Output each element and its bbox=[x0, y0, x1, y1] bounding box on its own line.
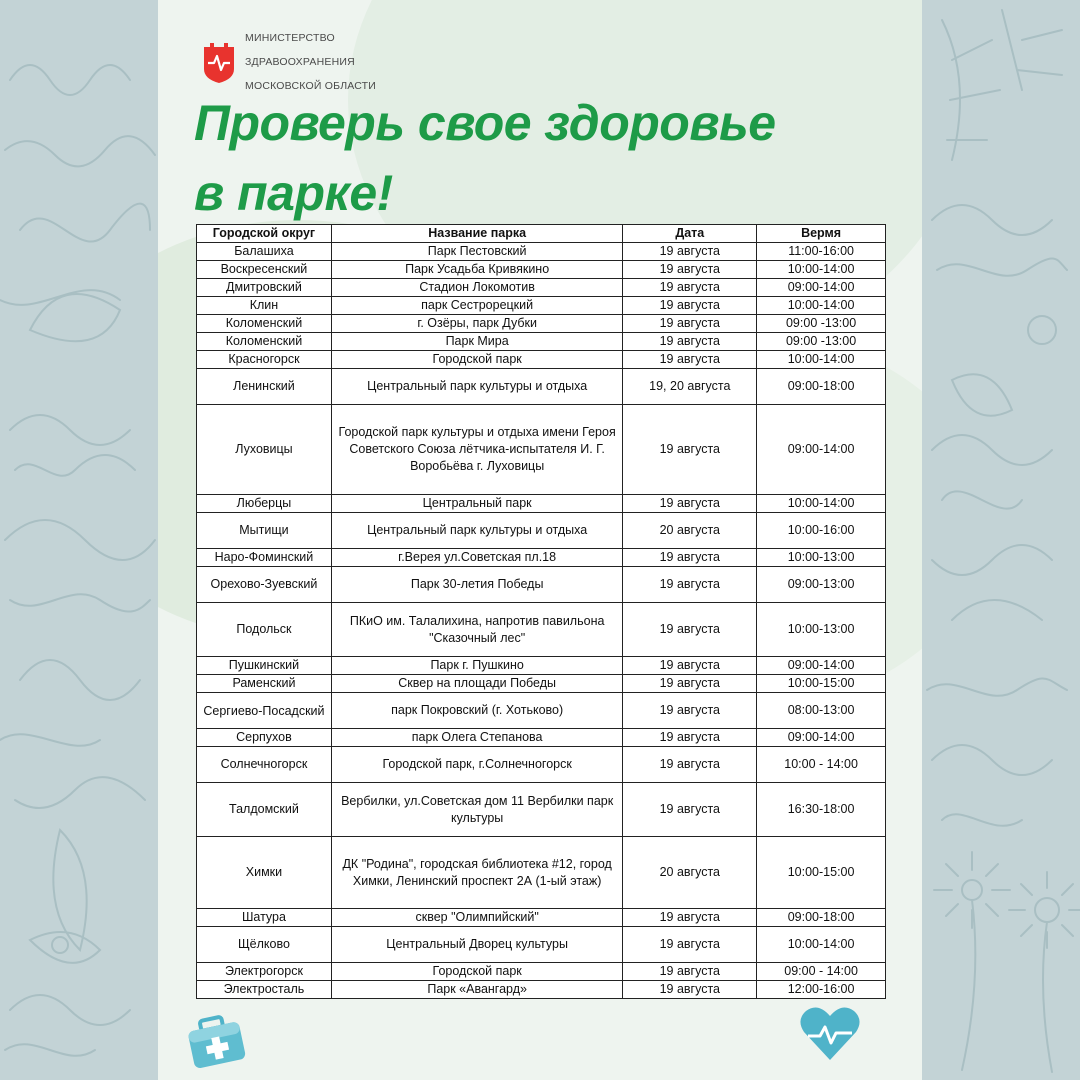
district-cell: Воскресенский bbox=[197, 261, 332, 279]
district-cell: Электросталь bbox=[197, 981, 332, 999]
time-cell: 10:00 - 14:00 bbox=[757, 747, 886, 783]
table-row bbox=[197, 405, 886, 495]
district-cell: Коломенский bbox=[197, 315, 332, 333]
time-cell: 11:00-16:00 bbox=[757, 243, 886, 261]
park-cell: Парк Пестовский bbox=[331, 243, 623, 261]
district-cell: Красногорск bbox=[197, 351, 332, 369]
park-cell: парк Сестрорецкий bbox=[331, 297, 623, 315]
right-decorative-pattern bbox=[922, 0, 1080, 1080]
title-line-2: в парке! bbox=[194, 165, 393, 221]
date-cell: 19 августа bbox=[623, 603, 757, 657]
table-row bbox=[197, 963, 886, 981]
left-decorative-pattern bbox=[0, 0, 158, 1080]
date-cell: 19 августа bbox=[623, 693, 757, 729]
district-cell: Химки bbox=[197, 837, 332, 909]
date-cell: 19 августа bbox=[623, 963, 757, 981]
park-cell: Центральный Дворец культуры bbox=[331, 927, 623, 963]
district-cell: Ленинский bbox=[197, 369, 332, 405]
column-header-time: Вермя bbox=[757, 225, 886, 243]
time-cell: 10:00-15:00 bbox=[757, 675, 886, 693]
date-cell: 19 августа bbox=[623, 567, 757, 603]
column-header-district: Городской округ bbox=[197, 225, 332, 243]
date-cell: 19 августа bbox=[623, 333, 757, 351]
table-row bbox=[197, 369, 886, 405]
heart-pulse-icon bbox=[798, 1002, 862, 1064]
table-row bbox=[197, 675, 886, 693]
park-cell: г. Озёры, парк Дубки bbox=[331, 315, 623, 333]
date-cell: 19 августа bbox=[623, 927, 757, 963]
park-cell: Городской парк, г.Солнечногорск bbox=[331, 747, 623, 783]
table-row bbox=[197, 549, 886, 567]
table-row bbox=[197, 693, 886, 729]
time-cell: 09:00-14:00 bbox=[757, 279, 886, 297]
title-line-1: Проверь свое здоровье bbox=[194, 95, 776, 151]
date-cell: 19 августа bbox=[623, 261, 757, 279]
park-cell: парк Олега Степанова bbox=[331, 729, 623, 747]
date-cell: 19, 20 августа bbox=[623, 369, 757, 405]
date-cell: 19 августа bbox=[623, 909, 757, 927]
park-cell: г.Верея ул.Советская пл.18 bbox=[331, 549, 623, 567]
district-cell: Подольск bbox=[197, 603, 332, 657]
district-cell: Клин bbox=[197, 297, 332, 315]
table-row bbox=[197, 333, 886, 351]
ministry-name-line: МОСКОВСКОЙ ОБЛАСТИ bbox=[245, 80, 377, 92]
date-cell: 19 августа bbox=[623, 297, 757, 315]
district-cell: Шатура bbox=[197, 909, 332, 927]
park-cell: Городской парк культуры и отдыха имени Героя Советского Союза лётчика-испытателя И. Г. Воробьёва г. Луховицы bbox=[331, 405, 623, 495]
date-cell: 19 августа bbox=[623, 729, 757, 747]
park-cell: Парк Мира bbox=[331, 333, 623, 351]
park-cell: Парк «Авангард» bbox=[331, 981, 623, 999]
time-cell: 08:00-13:00 bbox=[757, 693, 886, 729]
district-cell: Серпухов bbox=[197, 729, 332, 747]
time-cell: 10:00-14:00 bbox=[757, 261, 886, 279]
table-row bbox=[197, 513, 886, 549]
time-cell: 10:00-14:00 bbox=[757, 297, 886, 315]
district-cell: Щёлково bbox=[197, 927, 332, 963]
date-cell: 19 августа bbox=[623, 243, 757, 261]
table-row bbox=[197, 981, 886, 999]
district-cell: Солнечногорск bbox=[197, 747, 332, 783]
table-row bbox=[197, 729, 886, 747]
time-cell: 10:00-14:00 bbox=[757, 351, 886, 369]
time-cell: 09:00-14:00 bbox=[757, 405, 886, 495]
time-cell: 09:00 - 14:00 bbox=[757, 963, 886, 981]
ministry-name-line: ЗДРАВООХРАНЕНИЯ bbox=[245, 56, 355, 68]
park-cell: Вербилки, ул.Советская дом 11 Вербилки парк культуры bbox=[331, 783, 623, 837]
table-row bbox=[197, 567, 886, 603]
time-cell: 10:00-16:00 bbox=[757, 513, 886, 549]
time-cell: 10:00-13:00 bbox=[757, 603, 886, 657]
park-cell: Парк Усадьба Кривякино bbox=[331, 261, 623, 279]
table-row bbox=[197, 495, 886, 513]
district-cell: Пушкинский bbox=[197, 657, 332, 675]
park-cell: Городской парк bbox=[331, 963, 623, 981]
date-cell: 19 августа bbox=[623, 495, 757, 513]
time-cell: 10:00-14:00 bbox=[757, 927, 886, 963]
district-cell: Орехово-Зуевский bbox=[197, 567, 332, 603]
park-cell: Парк 30-летия Победы bbox=[331, 567, 623, 603]
column-header-park: Название парка bbox=[331, 225, 623, 243]
time-cell: 10:00-15:00 bbox=[757, 837, 886, 909]
ministry-emblem-icon bbox=[202, 41, 236, 83]
date-cell: 19 августа bbox=[623, 657, 757, 675]
date-cell: 19 августа bbox=[623, 675, 757, 693]
district-cell: Люберцы bbox=[197, 495, 332, 513]
time-cell: 09:00-14:00 bbox=[757, 729, 886, 747]
district-cell: Талдомский bbox=[197, 783, 332, 837]
table-row bbox=[197, 657, 886, 675]
district-cell: Коломенский bbox=[197, 333, 332, 351]
date-cell: 19 августа bbox=[623, 279, 757, 297]
table-body bbox=[197, 243, 886, 999]
time-cell: 09:00-18:00 bbox=[757, 369, 886, 405]
time-cell: 09:00-13:00 bbox=[757, 567, 886, 603]
table-row bbox=[197, 909, 886, 927]
time-cell: 09:00 -13:00 bbox=[757, 315, 886, 333]
park-cell: Центральный парк культуры и отдыха bbox=[331, 513, 623, 549]
park-cell: Сквер на площади Победы bbox=[331, 675, 623, 693]
table-row bbox=[197, 837, 886, 909]
date-cell: 19 августа bbox=[623, 351, 757, 369]
table-row bbox=[197, 783, 886, 837]
date-cell: 19 августа bbox=[623, 783, 757, 837]
date-cell: 19 августа bbox=[623, 405, 757, 495]
ministry-name-line: МИНИСТЕРСТВО bbox=[245, 32, 335, 44]
district-cell: Мытищи bbox=[197, 513, 332, 549]
park-cell: Парк г. Пушкино bbox=[331, 657, 623, 675]
date-cell: 20 августа bbox=[623, 513, 757, 549]
time-cell: 16:30-18:00 bbox=[757, 783, 886, 837]
district-cell: Балашиха bbox=[197, 243, 332, 261]
park-cell: ПКиО им. Талалихина, напротив павильона "Сказочный лес" bbox=[331, 603, 623, 657]
park-cell: сквер "Олимпийский" bbox=[331, 909, 623, 927]
time-cell: 10:00-14:00 bbox=[757, 495, 886, 513]
time-cell: 10:00-13:00 bbox=[757, 549, 886, 567]
table-row bbox=[197, 261, 886, 279]
park-cell: парк Покровский (г. Хотьково) bbox=[331, 693, 623, 729]
district-cell: Дмитровский bbox=[197, 279, 332, 297]
poster bbox=[158, 0, 922, 1080]
time-cell: 09:00-14:00 bbox=[757, 657, 886, 675]
time-cell: 09:00-18:00 bbox=[757, 909, 886, 927]
table-row bbox=[197, 297, 886, 315]
park-cell: Центральный парк bbox=[331, 495, 623, 513]
time-cell: 09:00 -13:00 bbox=[757, 333, 886, 351]
table-row bbox=[197, 243, 886, 261]
park-cell: ДК "Родина", городская библиотека #12, город Химки, Ленинский проспект 2А (1-ый этаж) bbox=[331, 837, 623, 909]
table-row bbox=[197, 603, 886, 657]
table-row bbox=[197, 279, 886, 297]
park-cell: Центральный парк культуры и отдыха bbox=[331, 369, 623, 405]
time-cell: 12:00-16:00 bbox=[757, 981, 886, 999]
park-cell: Городской парк bbox=[331, 351, 623, 369]
date-cell: 20 августа bbox=[623, 837, 757, 909]
park-cell: Стадион Локомотив bbox=[331, 279, 623, 297]
table-row bbox=[197, 927, 886, 963]
table-row bbox=[197, 747, 886, 783]
district-cell: Луховицы bbox=[197, 405, 332, 495]
schedule-table bbox=[196, 224, 886, 999]
first-aid-kit-icon bbox=[184, 1010, 250, 1072]
district-cell: Электрогорск bbox=[197, 963, 332, 981]
date-cell: 19 августа bbox=[623, 981, 757, 999]
page-title bbox=[194, 88, 914, 228]
table-header-row bbox=[197, 225, 886, 243]
table-row bbox=[197, 351, 886, 369]
date-cell: 19 августа bbox=[623, 549, 757, 567]
district-cell: Раменский bbox=[197, 675, 332, 693]
table-row bbox=[197, 315, 886, 333]
district-cell: Сергиево-Посадский bbox=[197, 693, 332, 729]
district-cell: Наро-Фоминский bbox=[197, 549, 332, 567]
column-header-date: Дата bbox=[623, 225, 757, 243]
date-cell: 19 августа bbox=[623, 747, 757, 783]
date-cell: 19 августа bbox=[623, 315, 757, 333]
